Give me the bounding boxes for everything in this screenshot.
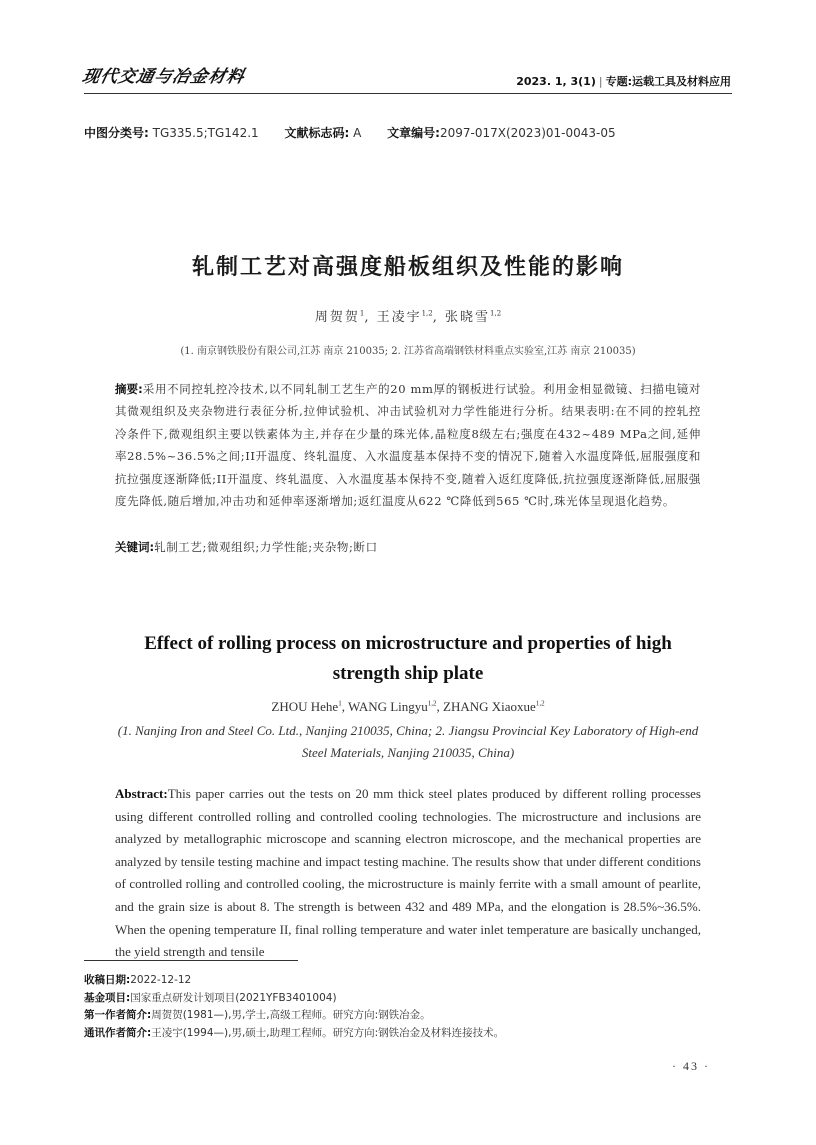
en-authors: [0, 699, 816, 715]
en-title: Effect of rolling process on microstructure and properties of high strength ship plate: [144, 633, 672, 684]
footnote-fund: [84, 990, 504, 1008]
cn-abstract-text: 采用不同控轧控冷技术,以不同轧制工艺生产的20 mm厚的钢板进行试验。利用金相显微镜、扫描电镜对其微观组织及夹杂物进行表征分析,拉伸试验机、冲击试验机对力学性能进行分析。结果表明:在不同的控轧控冷条件下,微观组织主要以铁素体为主,并存在少量的珠光体,晶粒度8级左右;强度在432~489 MPa之间,延伸率28.5%~36.5%之间;II开温度、终轧温度、入水温度基本保持不变的情况下,随着入水温度降低,屈服强度和抗拉强度逐渐降低;II开温度、终轧温度、入水温度基本保持不变,随着入返红度降低,抗拉强度逐渐降低,屈服强度先降低,随后增加,冲击功和延伸率逐渐增加;返红温度从622 ℃降低到565 ℃时,珠光体呈现退化趋势。: [115, 382, 701, 509]
footnote-label: 收稿日期:: [84, 974, 131, 986]
cn-keywords-text: 轧制工艺;微观组织;力学性能;夹杂物;断口: [154, 540, 378, 554]
issue-info: [516, 73, 731, 89]
cn-authors: [0, 306, 816, 325]
header-rule: [84, 93, 732, 94]
en-abstract-label: Abstract:: [115, 786, 168, 801]
article-number-value: 2097-017X(2023)01-0043-05: [439, 126, 616, 140]
clc-value: TG335.5;TG142.1: [152, 126, 259, 140]
en-abstract-text: This paper carries out the tests on 20 mm thick steel plates produced by different rolling processes using different controlled rolling and controlled cooling technologies. The microstructure and inclusions are analyzed by metallographic microscope and scanning electron microscope, and the mechanical properties are analyzed by tensile testing machine and impact testing machine. The results show that under different conditions of controlled rolling and controlled cooling, the microstructure is mainly ferrite with a small amount of pearlite, and the grain size is about 8. The strength is between 432 and 489 MPa, and the elongation is 28.5%~36.5%. When the opening temperature II, final rolling temperature and water inlet temperature are basically unchanged, the yield strength and tensile: [115, 786, 701, 960]
cn-author-sup: 1,2: [421, 309, 433, 318]
footnote-value: 周贺贺(1981—),男,学士,高级工程师。研究方向:钢铁冶金。: [151, 1009, 431, 1021]
footnote-value: 国家重点研发计划项目(2021YFB3401004): [130, 991, 337, 1004]
cn-author-sep: ,: [364, 310, 377, 325]
footnote-received: [84, 972, 504, 990]
clc-label: 中图分类号:: [84, 126, 149, 140]
cn-author: 王凌宇: [376, 310, 422, 325]
en-author-sup: 1,2: [427, 699, 437, 708]
cn-author: 周贺贺: [314, 310, 360, 325]
doc-code-value: A: [353, 126, 362, 140]
en-author-sep: ,: [436, 699, 444, 714]
footnotes: [84, 972, 504, 1042]
en-author: WANG Lingyu: [347, 699, 428, 714]
footnote-corresponding-author: [84, 1025, 504, 1043]
cn-abstract-label: 摘要:: [115, 382, 143, 396]
cn-author-sup: 1: [359, 309, 365, 318]
issue-number: 2023. 1, 3(1): [516, 75, 596, 88]
en-author-sup: 1: [338, 699, 342, 708]
cn-author-sup: 1,2: [490, 309, 502, 318]
header-separator: |: [598, 75, 603, 88]
footnote-value: 2022-12-12: [130, 974, 192, 986]
doc-code-label: 文献标志码:: [284, 126, 350, 140]
en-author-sup: 1,2: [535, 699, 545, 708]
en-author: ZHOU Hehe: [271, 699, 339, 714]
footnote-rule: [84, 960, 298, 961]
en-affiliation: (1. Nanjing Iron and Steel Co. Ltd., Nanjing 210035, China; 2. Jiangsu Provincial Key Laboratory of High-end Steel Materials, Nanjing 210035, China): [117, 723, 699, 760]
cn-keywords: [115, 539, 701, 555]
article-number-label: 文章编号:: [387, 126, 440, 140]
cn-title: 轧制工艺对高强度船板组织及性能的影响: [191, 255, 624, 280]
cn-author-sep: ,: [432, 310, 445, 325]
cn-author: 张晓雪: [445, 310, 491, 325]
footnote-first-author: [84, 1007, 504, 1025]
cn-abstract: [115, 378, 701, 512]
classification-row: [84, 124, 616, 141]
journal-logo: 现代交通与冶金材料: [80, 67, 247, 87]
column-name: 专题:运载工具及材料应用: [605, 75, 731, 88]
cn-keywords-label: 关键词:: [115, 540, 155, 554]
en-author-sep: ,: [341, 699, 348, 714]
footnote-label: 通讯作者简介:: [84, 1026, 152, 1039]
footnote-label: 基金项目:: [84, 991, 131, 1004]
en-author: ZHANG Xiaoxue: [443, 699, 536, 714]
footnote-value: 王凌宇(1994—),男,硕士,助理工程师。研究方向:钢铁冶金及材料连接技术。: [151, 1026, 505, 1039]
footnote-label: 第一作者简介:: [84, 1009, 152, 1021]
en-abstract: [115, 783, 701, 964]
cn-affiliation: (1. 南京钢铁股份有限公司,江苏 南京 210035; 2. 江苏省高端钢铁材料重点实验室,江苏 南京 210035): [180, 346, 636, 357]
page-number: · 43 ·: [672, 1059, 710, 1073]
